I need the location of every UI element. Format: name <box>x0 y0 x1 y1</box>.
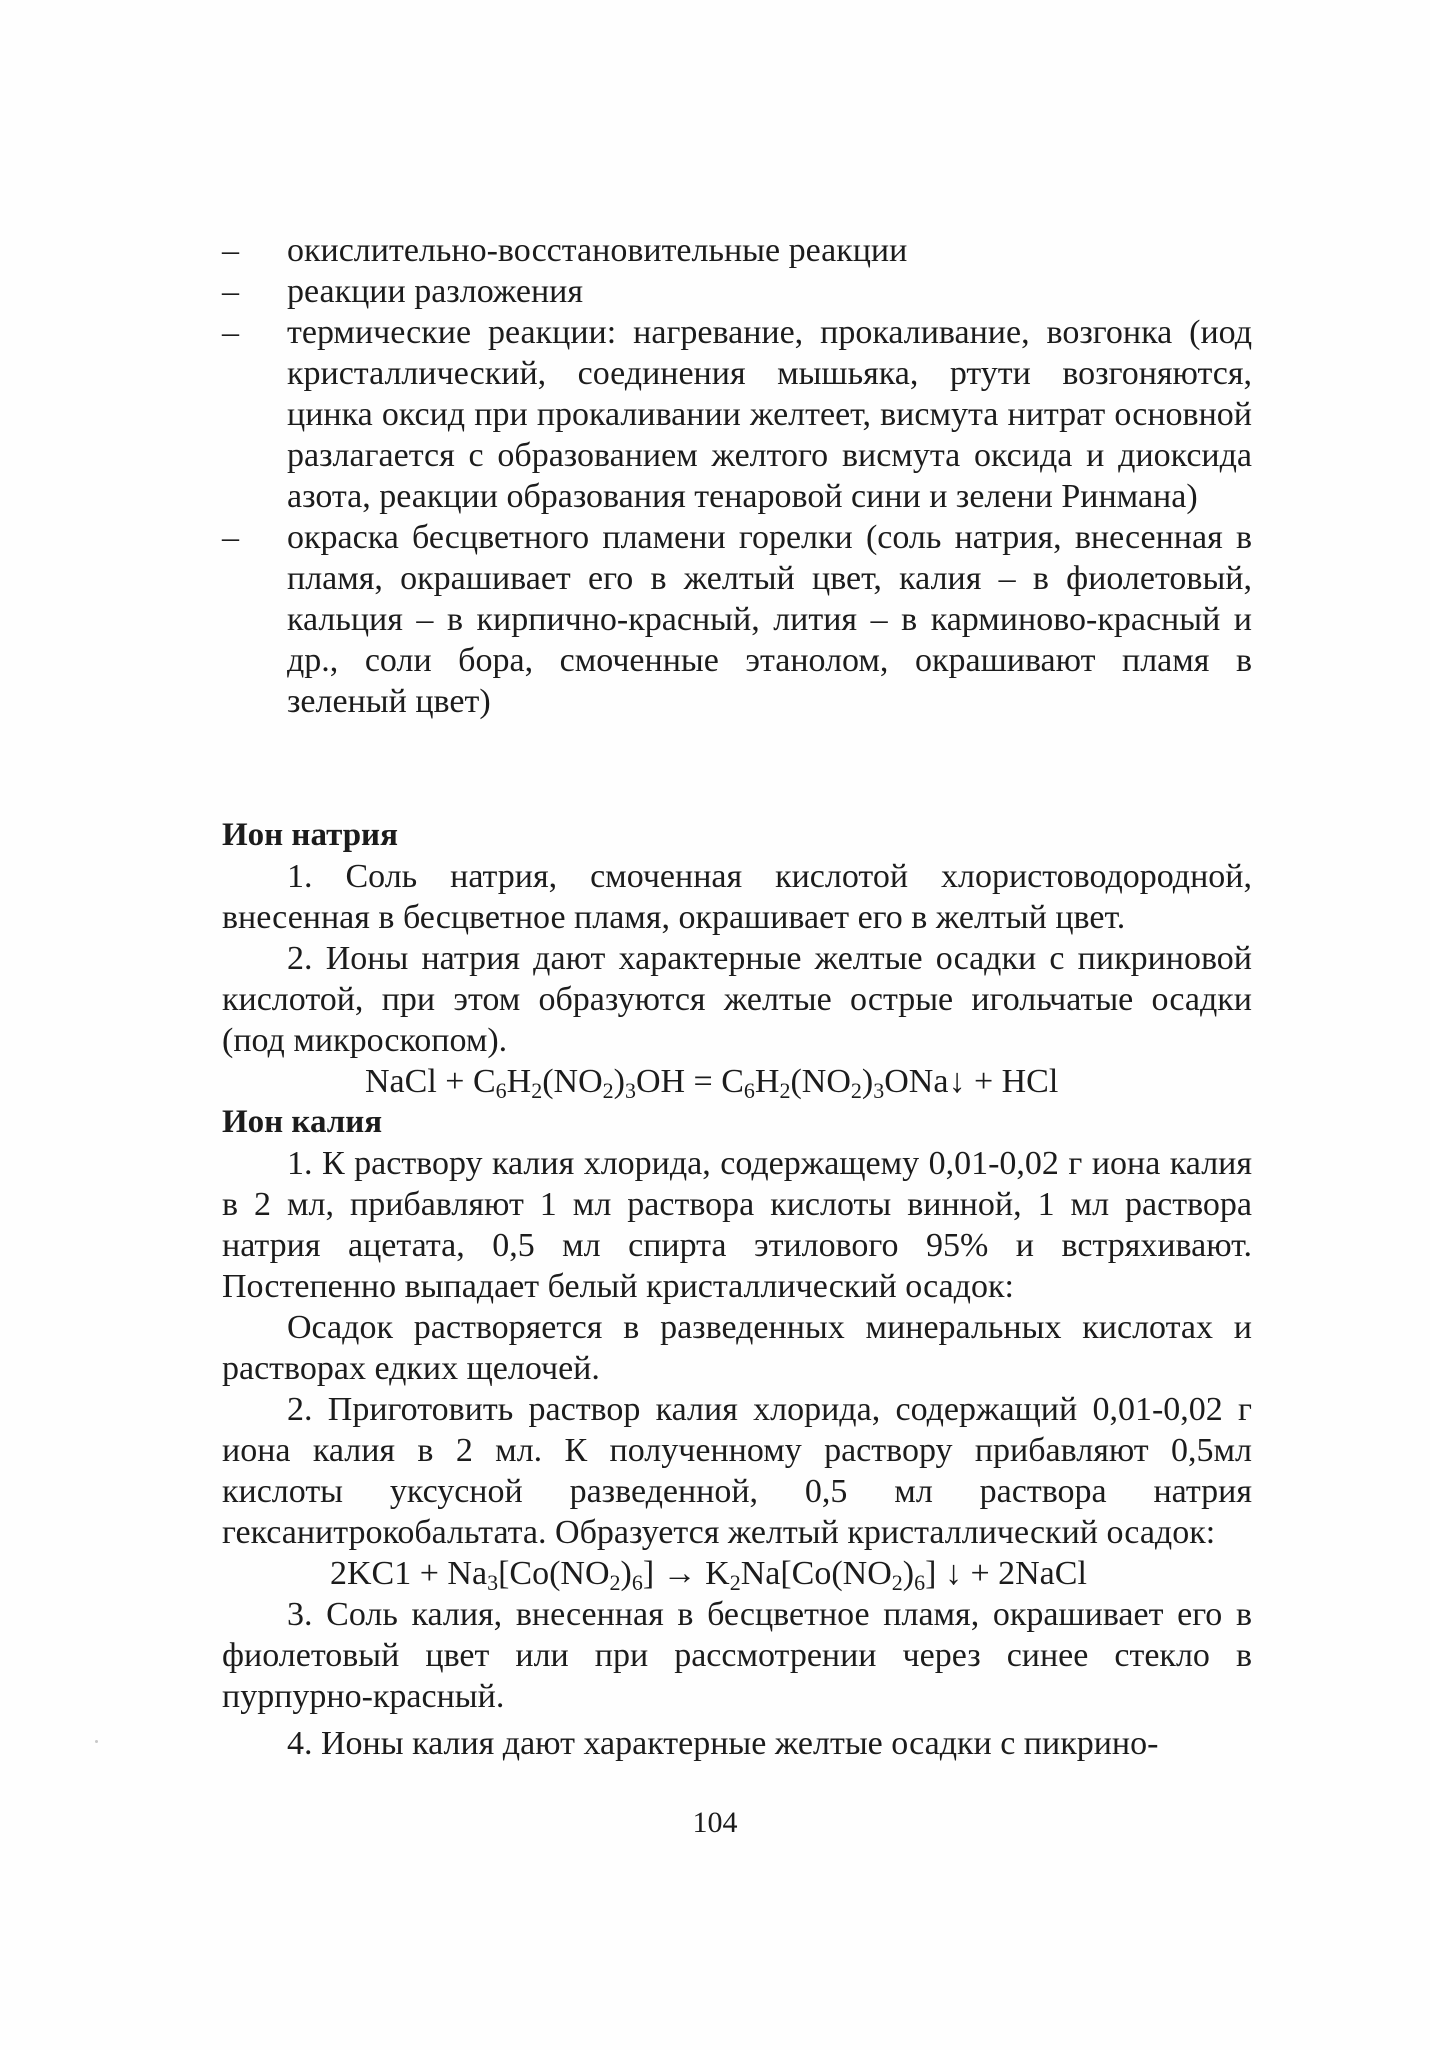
potassium-section-part2 <box>222 1594 1252 1764</box>
paragraph: 2. Приготовить раствор калия хлорида, содержащий 0,01-0,02 г иона калия в 2 мл. К полученному раствору прибавляют 0,5мл кислоты уксусной разведенной, 0,5 мл раствора натрия гексанитрокобальтата. Образуется желтый кристаллический осадок: <box>222 1391 1252 1551</box>
list-item-text: окраска бесцветного пламени горелки (соль натрия, внесенная в пламя, окрашивает его в желтый цвет, калия – в фиолетовый, кальция – в кирпично-красный, лития – в карминово-красный и др., соли бора, смоченные этанолом, окрашивают пламя в зеленый цвет) <box>287 519 1252 720</box>
list-dash: – <box>222 273 239 310</box>
list-item <box>222 312 1252 517</box>
list-dash: – <box>222 232 239 269</box>
potassium-section-part1 <box>222 1143 1252 1553</box>
scan-speck <box>95 1740 98 1743</box>
list-item <box>222 271 1252 312</box>
chemical-equation-sodium: NaCl + $C_6H_2(NO_2)_3OH$ = $C_6H_2(NO_2)_3ONa↓$ + HCl <box>365 1063 1059 1103</box>
list-item <box>222 230 1252 271</box>
reaction-types-list <box>222 230 1252 722</box>
list-item-text: реакции разложения <box>287 273 584 310</box>
list-item-text: окислительно-восстановительные реакции <box>287 232 908 269</box>
paragraph: 1. Соль натрия, смоченная кислотой хлористоводородной, внесенная в бесцветное пламя, окрашивает его в желтый цвет. <box>222 858 1252 936</box>
section-heading-potassium: Ион калия <box>222 1104 383 1140</box>
list-dash: – <box>222 314 239 351</box>
page-number: 104 <box>692 1806 738 1839</box>
list-dash: – <box>222 519 239 556</box>
paragraph: 3. Соль калия, внесенная в бесцветное пламя, окрашивает его в фиолетовый цвет или при рассмотрении через синее стекло в пурпурно-красный. <box>222 1596 1252 1715</box>
paragraph: 1. К раствору калия хлорида, содержащему 0,01-0,02 г иона калия в 2 мл, прибавляют 1 мл раствора кислоты винной, 1 мл раствора натрия ацетата, 0,5 мл спирта этилового 95% и встряхивают. Постепенно выпадает белый кристаллический осадок: <box>222 1145 1252 1305</box>
paragraph: 4. Ионы калия дают характерные желтые осадки с пикрино- <box>287 1725 1159 1762</box>
chemical-equation-potassium: $2KC1 + Na_3[Co(NO_2)_6] \to K_2Na[Co(NO_2)_6]$ ↓ + 2NaCl <box>330 1555 1087 1595</box>
paragraph: 2. Ионы натрия дают характерные желтые осадки с пикриновой кислотой, при этом образуются желтые острые игольчатые осадки (под микроскопом). <box>222 940 1252 1059</box>
paragraph: Осадок растворяется в разведенных минеральных кислотах и растворах едких щелочей. <box>222 1309 1252 1387</box>
list-item <box>222 517 1252 722</box>
section-heading-sodium: Ион натрия <box>222 817 398 853</box>
list-item-text: термические реакции: нагревание, прокаливание, возгонка (иод кристаллический, соединения мышьяка, ртути возгоняются, цинка оксид при прокаливании желтеет, висмута нитрат основной разлагается с образованием желтого висмута оксида и диоксида азота, реакции образования тенаровой сини и зелени Ринмана) <box>287 314 1252 515</box>
sodium-section <box>222 856 1252 1061</box>
